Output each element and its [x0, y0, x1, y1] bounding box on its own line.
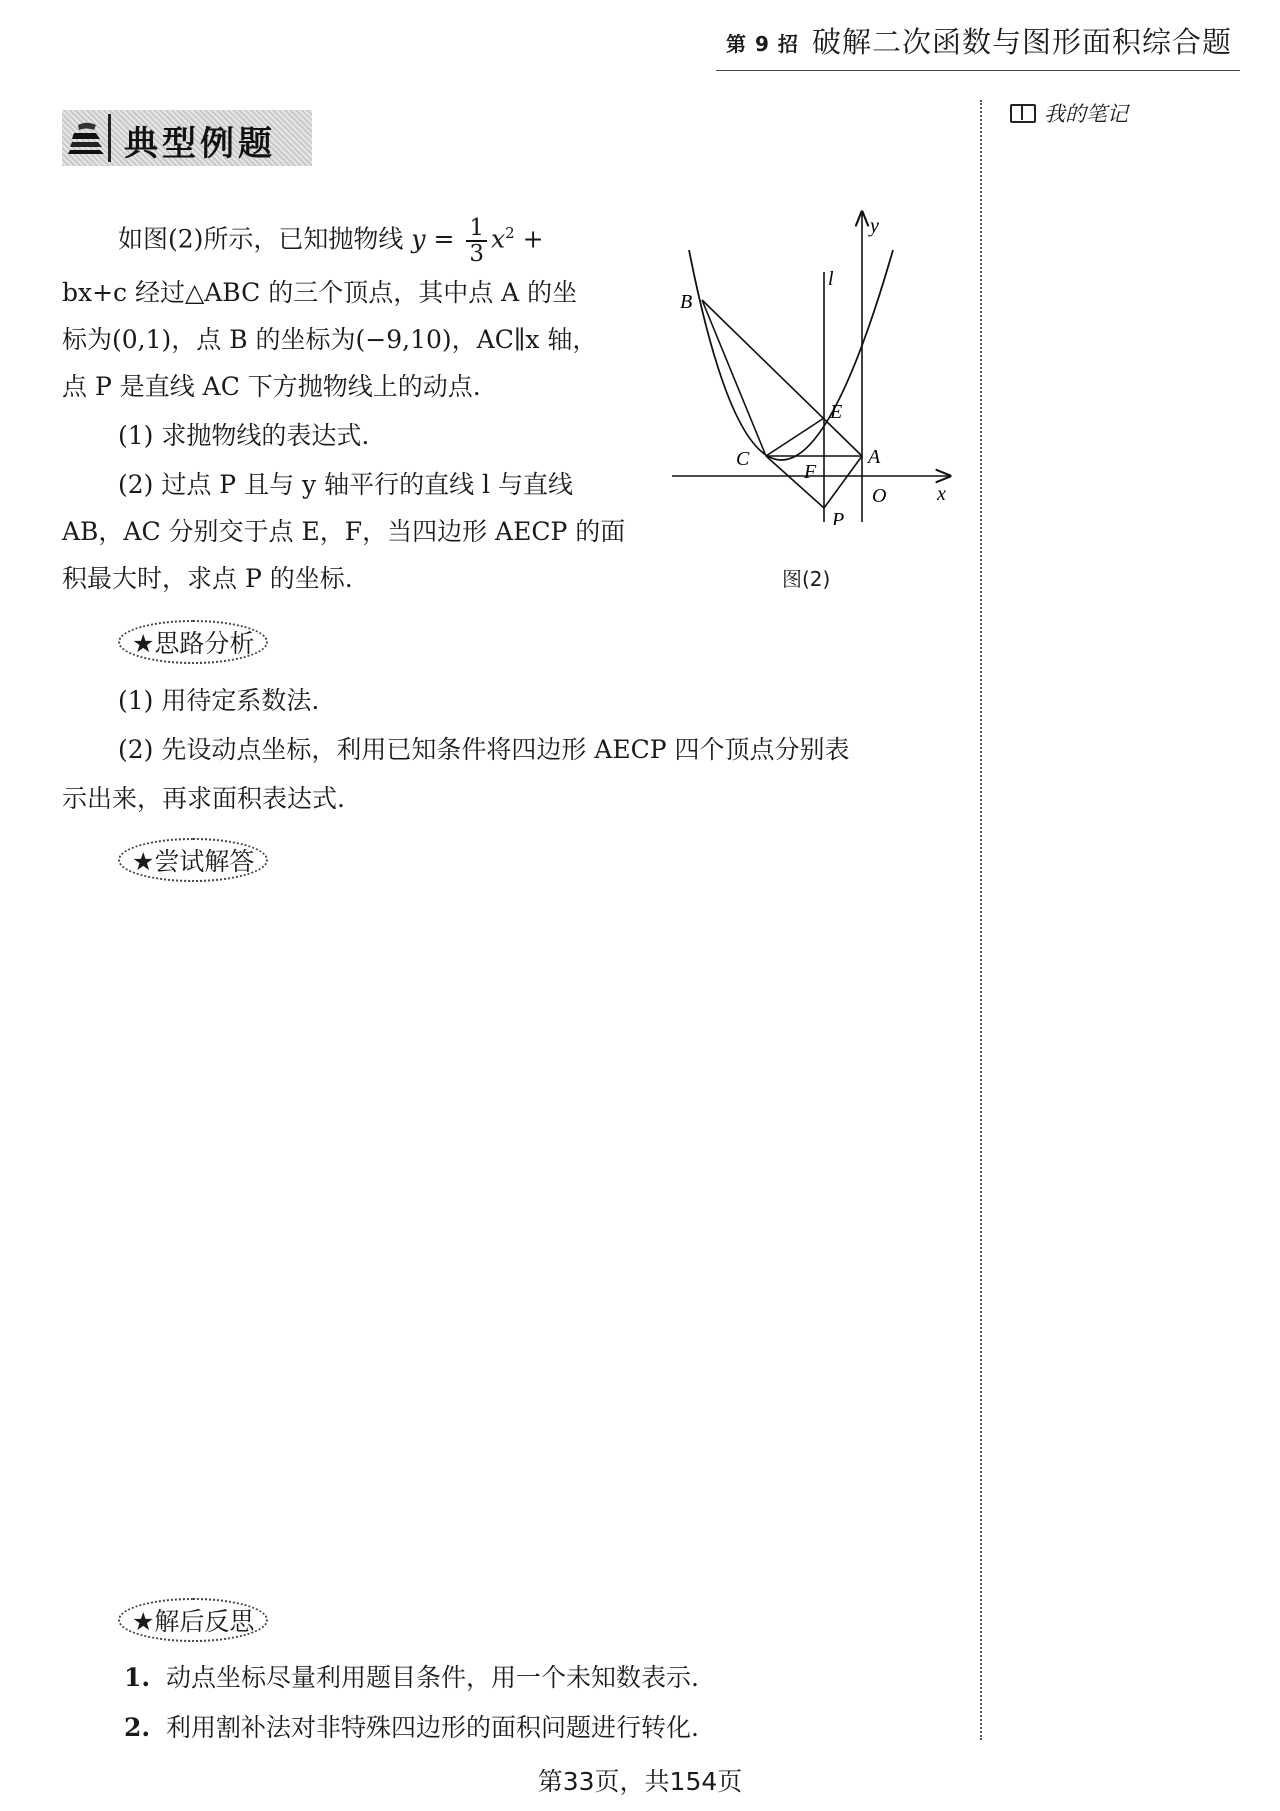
- page-indicator: 第33页，共154页: [537, 1767, 743, 1796]
- label-x: x: [937, 483, 946, 505]
- question-2-line-1: (2) 过点 P 且与 y 轴平行的直线 l 与直线: [118, 470, 573, 499]
- analysis-line-3: 示出来，再求面积表达式.: [62, 784, 345, 813]
- problem-line-1: 如图(2)所示，已知抛物线 y = $\frac{1}{3}$ $x^2$ +: [118, 214, 544, 267]
- parabola-figure: [665, 205, 975, 525]
- label-P: P: [832, 509, 845, 525]
- question-2-line-2: AB，AC 分别交于点 E，F，当四边形 AECP 的面: [62, 517, 626, 546]
- open-book-icon: [1010, 104, 1036, 123]
- attempt-label: ★尝试解答: [118, 838, 268, 882]
- question-2-line-3: 积最大时，求点 P 的坐标.: [62, 564, 353, 593]
- label-l: l: [828, 268, 834, 290]
- reflection-item: 2. 利用割补法对非特殊四边形的面积问题进行转化.: [124, 1713, 699, 1742]
- analysis-line-2: (2) 先设动点坐标，利用已知条件将四边形 AECP 四个顶点分别表: [118, 735, 850, 764]
- question-1: (1) 求抛物线的表达式.: [118, 421, 370, 450]
- label-E: E: [830, 401, 843, 423]
- banner-bar: [108, 114, 111, 162]
- figure-caption: 图(2): [782, 567, 831, 591]
- label-O: O: [872, 485, 887, 507]
- segment-BC: [702, 300, 766, 456]
- label-A: A: [868, 446, 881, 468]
- notes-heading: [1010, 98, 1128, 128]
- notes-label: 我的笔记: [1044, 102, 1128, 126]
- section-title: 典型例题: [124, 124, 276, 164]
- chapter-title: 破解二次函数与图形面积综合题: [812, 25, 1233, 59]
- books-icon: [66, 120, 106, 156]
- chapter-number: 第 9 招: [726, 32, 799, 56]
- analysis-label: ★思路分析: [118, 620, 268, 664]
- reflection-item: 1. 动点坐标尽量利用题目条件，用一个未知数表示.: [124, 1663, 699, 1692]
- reflection-label: ★解后反思: [118, 1598, 268, 1642]
- label-F: F: [804, 461, 817, 483]
- problem-line-4: 点 P 是直线 AC 下方抛物线上的动点.: [62, 372, 481, 401]
- label-y: y: [870, 215, 879, 237]
- label-C: C: [736, 448, 750, 470]
- segment-AP: [824, 456, 862, 508]
- problem-line-3: 标为(0,1)，点 B 的坐标为(−9,10)，AC∥x 轴，: [62, 325, 598, 354]
- section-banner: [62, 110, 312, 166]
- margin-divider: [980, 100, 982, 1740]
- analysis-line-1: (1) 用待定系数法.: [118, 686, 320, 715]
- fraction: $\frac{1}{3}$: [466, 216, 487, 266]
- segment-BA: [702, 300, 862, 456]
- problem-line-2: bx+c 经过△ABC 的三个顶点，其中点 A 的坐: [62, 278, 578, 307]
- header-rule: [716, 70, 1240, 71]
- label-B: B: [680, 291, 693, 313]
